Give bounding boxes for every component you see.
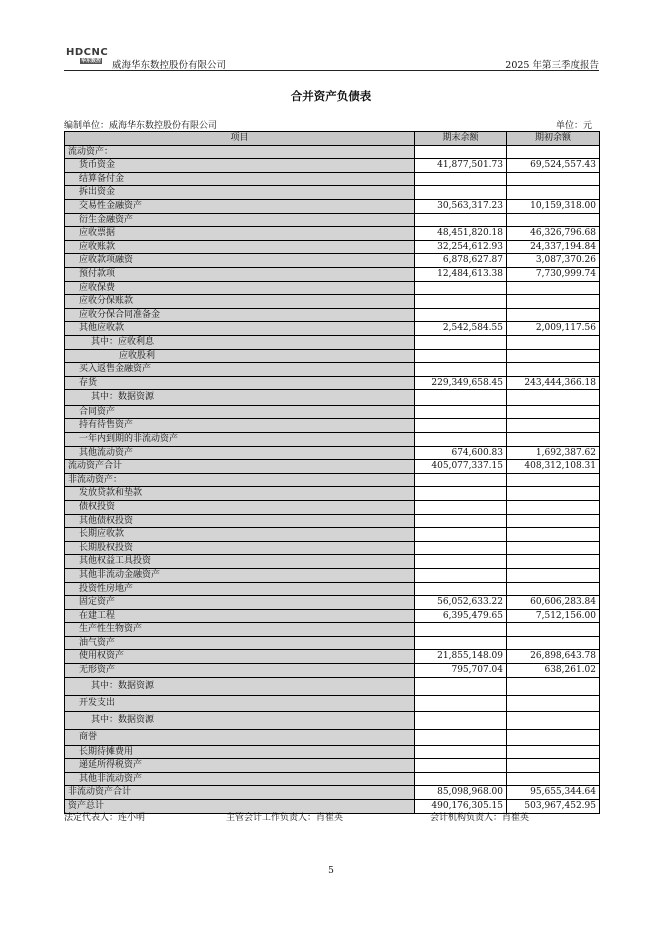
row-begin-balance <box>507 514 600 528</box>
row-begin-balance <box>507 295 600 309</box>
row-end-balance: 405,077,337.15 <box>415 460 507 474</box>
row-end-balance: 85,098,968.00 <box>415 786 507 800</box>
table-row <box>65 609 600 623</box>
row-item-label: 买入返售金融资产 <box>65 363 415 377</box>
row-begin-balance <box>507 487 600 501</box>
row-item-label: 应收分保账款 <box>65 295 415 309</box>
row-end-balance: 12,484,613.38 <box>415 267 507 281</box>
header-report-name: 2025 年第三季度报告 <box>505 60 599 71</box>
row-end-balance <box>415 390 507 406</box>
row-item-label: 非流动资产： <box>65 473 415 487</box>
row-begin-balance <box>507 677 600 696</box>
table-row <box>65 636 600 650</box>
row-begin-balance <box>507 541 600 555</box>
table-row <box>65 745 600 759</box>
row-begin-balance: 3,087,370.26 <box>507 254 600 268</box>
row-begin-balance <box>507 623 600 637</box>
row-begin-balance <box>507 432 600 446</box>
row-end-balance <box>415 730 507 746</box>
row-item-label: 商誉 <box>65 730 415 746</box>
accounting-head: 主管会计工作负责人：肖崔英 <box>226 813 344 823</box>
row-item-label: 生产性生物资产 <box>65 623 415 637</box>
table-row <box>65 500 600 514</box>
table-row <box>65 696 600 712</box>
table-row <box>65 555 600 569</box>
table-row <box>65 363 600 377</box>
row-end-balance <box>415 759 507 773</box>
row-end-balance <box>415 487 507 501</box>
row-item-label: 应收保费 <box>65 281 415 295</box>
row-begin-balance: 638,261.02 <box>507 664 600 678</box>
table-row <box>65 650 600 664</box>
row-end-balance <box>415 145 507 159</box>
table-row <box>65 623 600 637</box>
row-begin-balance: 24,337,194.84 <box>507 240 600 254</box>
table-row <box>65 772 600 786</box>
row-item-label: 交易性金融资产 <box>65 199 415 213</box>
row-end-balance <box>415 528 507 542</box>
row-end-balance <box>415 568 507 582</box>
row-end-balance: 30,563,317.23 <box>415 199 507 213</box>
row-item-label: 预付款项 <box>65 267 415 281</box>
row-end-balance <box>415 432 507 446</box>
page-header <box>64 48 599 71</box>
row-begin-balance: 1,692,387.62 <box>507 446 600 460</box>
table-row <box>65 295 600 309</box>
row-begin-balance: 243,444,366.18 <box>507 376 600 390</box>
table-row <box>65 786 600 800</box>
column-header-end-balance: 期末余额 <box>415 132 507 146</box>
row-end-balance <box>415 172 507 186</box>
row-item-label: 无形资产 <box>65 664 415 678</box>
row-begin-balance <box>507 696 600 712</box>
table-row <box>65 145 600 159</box>
table-row <box>65 376 600 390</box>
row-end-balance <box>415 623 507 637</box>
row-item-label: 流动资产： <box>65 145 415 159</box>
row-item-label: 其他债权投资 <box>65 514 415 528</box>
row-begin-balance <box>507 349 600 363</box>
row-begin-balance <box>507 636 600 650</box>
table-header-row <box>65 132 600 146</box>
row-begin-balance <box>507 145 600 159</box>
row-begin-balance: 7,730,999.74 <box>507 267 600 281</box>
table-row <box>65 281 600 295</box>
row-end-balance <box>415 696 507 712</box>
row-begin-balance <box>507 308 600 322</box>
table-row <box>65 568 600 582</box>
row-item-label: 债权投资 <box>65 500 415 514</box>
row-end-balance: 56,052,633.22 <box>415 596 507 610</box>
row-item-label: 应收股利 <box>65 349 415 363</box>
table-row <box>65 677 600 696</box>
row-item-label: 一年内到期的非流动资产 <box>65 432 415 446</box>
row-begin-balance: 60,606,283.84 <box>507 596 600 610</box>
column-header-item: 项目 <box>65 132 415 146</box>
row-end-balance <box>415 473 507 487</box>
row-end-balance <box>415 772 507 786</box>
row-end-balance: 6,878,627.87 <box>415 254 507 268</box>
company-logo <box>64 48 110 66</box>
row-item-label: 其他应收款 <box>65 322 415 336</box>
table-row <box>65 322 600 336</box>
row-item-label: 发放贷款和垫款 <box>65 487 415 501</box>
row-end-balance <box>415 295 507 309</box>
row-end-balance <box>415 555 507 569</box>
row-end-balance <box>415 541 507 555</box>
row-end-balance <box>415 363 507 377</box>
table-row <box>65 446 600 460</box>
row-item-label: 长期应收款 <box>65 528 415 542</box>
row-begin-balance: 69,524,557.43 <box>507 159 600 173</box>
table-row <box>65 405 600 419</box>
row-begin-balance <box>507 363 600 377</box>
table-row <box>65 487 600 501</box>
row-item-label: 其中：数据资源 <box>65 677 415 696</box>
row-end-balance <box>415 500 507 514</box>
row-item-label: 其他非流动资产 <box>65 772 415 786</box>
table-row <box>65 473 600 487</box>
table-row <box>65 349 600 363</box>
row-item-label: 其他流动资产 <box>65 446 415 460</box>
row-end-balance: 48,451,820.18 <box>415 227 507 241</box>
row-end-balance <box>415 308 507 322</box>
row-item-label: 应收账款 <box>65 240 415 254</box>
table-row <box>65 172 600 186</box>
row-begin-balance <box>507 186 600 200</box>
row-begin-balance <box>507 473 600 487</box>
row-end-balance <box>415 405 507 419</box>
row-begin-balance <box>507 528 600 542</box>
row-item-label: 投资性房地产 <box>65 582 415 596</box>
page-title: 合并资产负债表 <box>290 89 372 103</box>
row-item-label: 衍生金融资产 <box>65 213 415 227</box>
row-begin-balance: 95,655,344.64 <box>507 786 600 800</box>
row-item-label: 其中：应收利息 <box>65 335 415 349</box>
row-end-balance: 32,254,612.93 <box>415 240 507 254</box>
row-begin-balance: 503,967,452.95 <box>507 800 600 814</box>
row-end-balance <box>415 186 507 200</box>
logo-subtext: 华东数控 <box>81 58 102 64</box>
row-item-label: 持有待售资产 <box>65 419 415 433</box>
column-header-begin-balance: 期初余额 <box>507 132 600 146</box>
row-end-balance: 6,395,479.65 <box>415 609 507 623</box>
table-row <box>65 419 600 433</box>
currency-unit: 单位：元 <box>555 121 592 131</box>
row-end-balance <box>415 677 507 696</box>
row-begin-balance: 7,512,156.00 <box>507 609 600 623</box>
row-begin-balance <box>507 772 600 786</box>
row-begin-balance: 2,009,117.56 <box>507 322 600 336</box>
table-row <box>65 199 600 213</box>
row-item-label: 合同资产 <box>65 405 415 419</box>
row-item-label: 其他非流动金融资产 <box>65 568 415 582</box>
row-end-balance <box>415 582 507 596</box>
row-end-balance <box>415 419 507 433</box>
row-end-balance <box>415 514 507 528</box>
table-row <box>65 528 600 542</box>
header-company-name: 威海华东数控股份有限公司 <box>112 60 227 71</box>
row-begin-balance <box>507 582 600 596</box>
logo-text: HDCNC <box>66 47 109 58</box>
row-end-balance <box>415 636 507 650</box>
row-end-balance: 795,707.04 <box>415 664 507 678</box>
table-row <box>65 432 600 446</box>
row-end-balance: 41,877,501.73 <box>415 159 507 173</box>
row-end-balance <box>415 213 507 227</box>
row-end-balance: 2,542,584.55 <box>415 322 507 336</box>
table-row <box>65 514 600 528</box>
row-begin-balance: 26,898,643.78 <box>507 650 600 664</box>
row-item-label: 货币资金 <box>65 159 415 173</box>
table-row <box>65 759 600 773</box>
row-begin-balance <box>507 281 600 295</box>
row-begin-balance: 408,312,108.31 <box>507 460 600 474</box>
row-item-label: 资产总计 <box>65 800 415 814</box>
row-begin-balance <box>507 730 600 746</box>
row-begin-balance <box>507 759 600 773</box>
row-item-label: 非流动资产合计 <box>65 786 415 800</box>
row-item-label: 使用权资产 <box>65 650 415 664</box>
table-row <box>65 711 600 730</box>
row-begin-balance <box>507 213 600 227</box>
row-begin-balance <box>507 405 600 419</box>
row-end-balance <box>415 711 507 730</box>
row-item-label: 开发支出 <box>65 696 415 712</box>
compiler-unit: 编制单位：威海华东数控股份有限公司 <box>64 121 218 131</box>
balance-sheet-table <box>64 131 600 814</box>
table-row <box>65 730 600 746</box>
table-row <box>65 186 600 200</box>
row-begin-balance <box>507 172 600 186</box>
row-begin-balance <box>507 419 600 433</box>
table-row <box>65 227 600 241</box>
table-row <box>65 460 600 474</box>
row-item-label: 结算备付金 <box>65 172 415 186</box>
row-begin-balance <box>507 390 600 406</box>
row-item-label: 其中：数据资源 <box>65 390 415 406</box>
row-begin-balance <box>507 568 600 582</box>
compiler-row <box>64 118 592 131</box>
row-item-label: 固定资产 <box>65 596 415 610</box>
row-item-label: 应收票据 <box>65 227 415 241</box>
row-item-label: 长期待摊费用 <box>65 745 415 759</box>
row-item-label: 应收分保合同准备金 <box>65 308 415 322</box>
row-begin-balance <box>507 555 600 569</box>
row-item-label: 在建工程 <box>65 609 415 623</box>
row-item-label: 存货 <box>65 376 415 390</box>
table-row <box>65 308 600 322</box>
row-item-label: 流动资产合计 <box>65 460 415 474</box>
table-row <box>65 213 600 227</box>
accounting-dept-head: 会计机构负责人：肖崔英 <box>430 813 530 823</box>
row-end-balance: 490,176,305.15 <box>415 800 507 814</box>
row-item-label: 递延所得税资产 <box>65 759 415 773</box>
row-begin-balance <box>507 335 600 349</box>
row-end-balance: 21,855,148.09 <box>415 650 507 664</box>
table-row <box>65 267 600 281</box>
row-item-label: 长期股权投资 <box>65 541 415 555</box>
table-row <box>65 254 600 268</box>
page-number: 5 <box>328 866 334 876</box>
row-begin-balance: 46,326,796.68 <box>507 227 600 241</box>
row-end-balance <box>415 349 507 363</box>
row-end-balance <box>415 745 507 759</box>
table-row <box>65 664 600 678</box>
row-end-balance <box>415 335 507 349</box>
table-row <box>65 390 600 406</box>
row-item-label: 拆出资金 <box>65 186 415 200</box>
row-begin-balance: 10,159,318.00 <box>507 199 600 213</box>
row-end-balance: 229,349,658.45 <box>415 376 507 390</box>
table-row <box>65 582 600 596</box>
row-item-label: 应收款项融资 <box>65 254 415 268</box>
table-row <box>65 335 600 349</box>
row-item-label: 其中：数据资源 <box>65 711 415 730</box>
table-row <box>65 596 600 610</box>
row-end-balance <box>415 281 507 295</box>
table-row <box>65 541 600 555</box>
row-item-label: 油气资产 <box>65 636 415 650</box>
row-item-label: 其他权益工具投资 <box>65 555 415 569</box>
table-row <box>65 240 600 254</box>
table-row <box>65 159 600 173</box>
row-end-balance: 674,600.83 <box>415 446 507 460</box>
row-begin-balance <box>507 500 600 514</box>
row-begin-balance <box>507 711 600 730</box>
legal-representative: 法定代表人：连小明 <box>64 813 146 823</box>
row-begin-balance <box>507 745 600 759</box>
